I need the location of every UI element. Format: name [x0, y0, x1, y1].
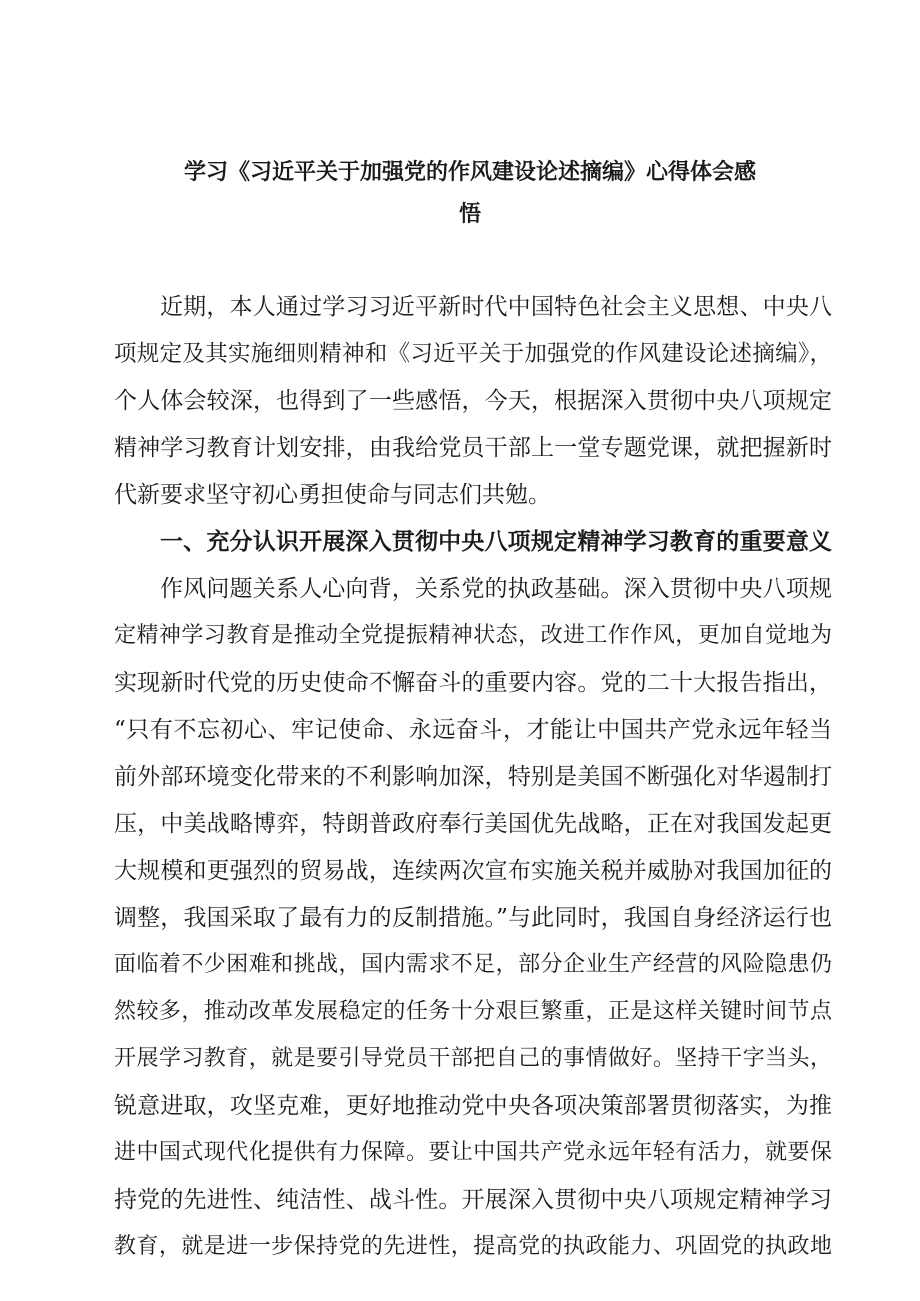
- paragraph-1-line: 个人体会较深，也得到了一些感悟，今天，根据深入贯彻中央八项规定: [114, 388, 832, 414]
- paragraph-2-line: 大规模和更强烈的贸易战，连续两次宣布实施关税并威胁对我国加征的: [114, 858, 832, 884]
- section-heading: 一、充分认识开展深入贯彻中央八项规定精神学习教育的重要意义: [160, 528, 832, 555]
- paragraph-2-line: 作风问题关系人心向背，关系党的执政基础。深入贯彻中央八项规: [160, 576, 832, 602]
- paragraph-2-line: 教育，就是进一步保持党的先进性，提高党的执政能力、巩固党的执政地: [114, 1234, 832, 1259]
- paragraph-2-line: 压，中美战略博弈，特朗普政府奉行美国优先战略，正在对我国发起更: [114, 811, 832, 837]
- paragraph-1-line: 近期，本人通过学习习近平新时代中国特色社会主义思想、中央八: [160, 294, 832, 320]
- paragraph-2-line: 开展学习教育，就是要引导党员干部把自己的事情做好。坚持干字当头，: [114, 1046, 832, 1071]
- paragraph-1-line: 代新要求坚守初心勇担使命与同志们共勉。: [114, 482, 551, 508]
- paragraph-1-line: 精神学习教育计划安排，由我给党员干部上一堂专题党课，就把握新时: [114, 435, 832, 461]
- paragraph-2-line: 然较多，推动改革发展稳定的任务十分艰巨繁重，正是这样关键时间节点: [114, 999, 832, 1024]
- paragraph-2-line: 实现新时代党的历史使命不懈奋斗的重要内容。党的二十大报告指出，: [114, 670, 832, 696]
- paragraph-2-line: 锐意进取，攻坚克难，更好地推动党中央各项决策部署贯彻落实，为推: [114, 1093, 832, 1119]
- paragraph-2-line: 面临着不少困难和挑战，国内需求不足，部分企业生产经营的风险隐患仍: [114, 952, 832, 977]
- paragraph-2-line: 定精神学习教育是推动全党提振精神状态，改进工作作风，更加自觉地为: [114, 623, 832, 648]
- paragraph-2-line: 调整，我国采取了最有力的反制措施。”与此同时，我国自身经济运行也: [114, 905, 832, 931]
- paragraph-2-line: 前外部环境变化带来的不利影响加深，特别是美国不断强化对华遏制打: [114, 764, 832, 790]
- paragraph-2-line: 持党的先进性、纯洁性、战斗性。开展深入贯彻中央八项规定精神学习: [114, 1187, 832, 1213]
- paragraph-1-line: 项规定及其实施细则精神和《习近平关于加强党的作风建设论述摘编》，: [114, 341, 832, 367]
- document-title-line-2: 悟: [458, 201, 481, 227]
- paragraph-2-line: 进中国式现代化提供有力保障。要让中国共产党永远年轻有活力，就要保: [114, 1140, 832, 1165]
- paragraph-2-line: “只有不忘初心、牢记使命、永远奋斗，才能让中国共产党永远年轻当: [114, 717, 832, 743]
- document-title-line-1: 学习《习近平关于加强党的作风建设论述摘编》心得体会感: [183, 159, 756, 185]
